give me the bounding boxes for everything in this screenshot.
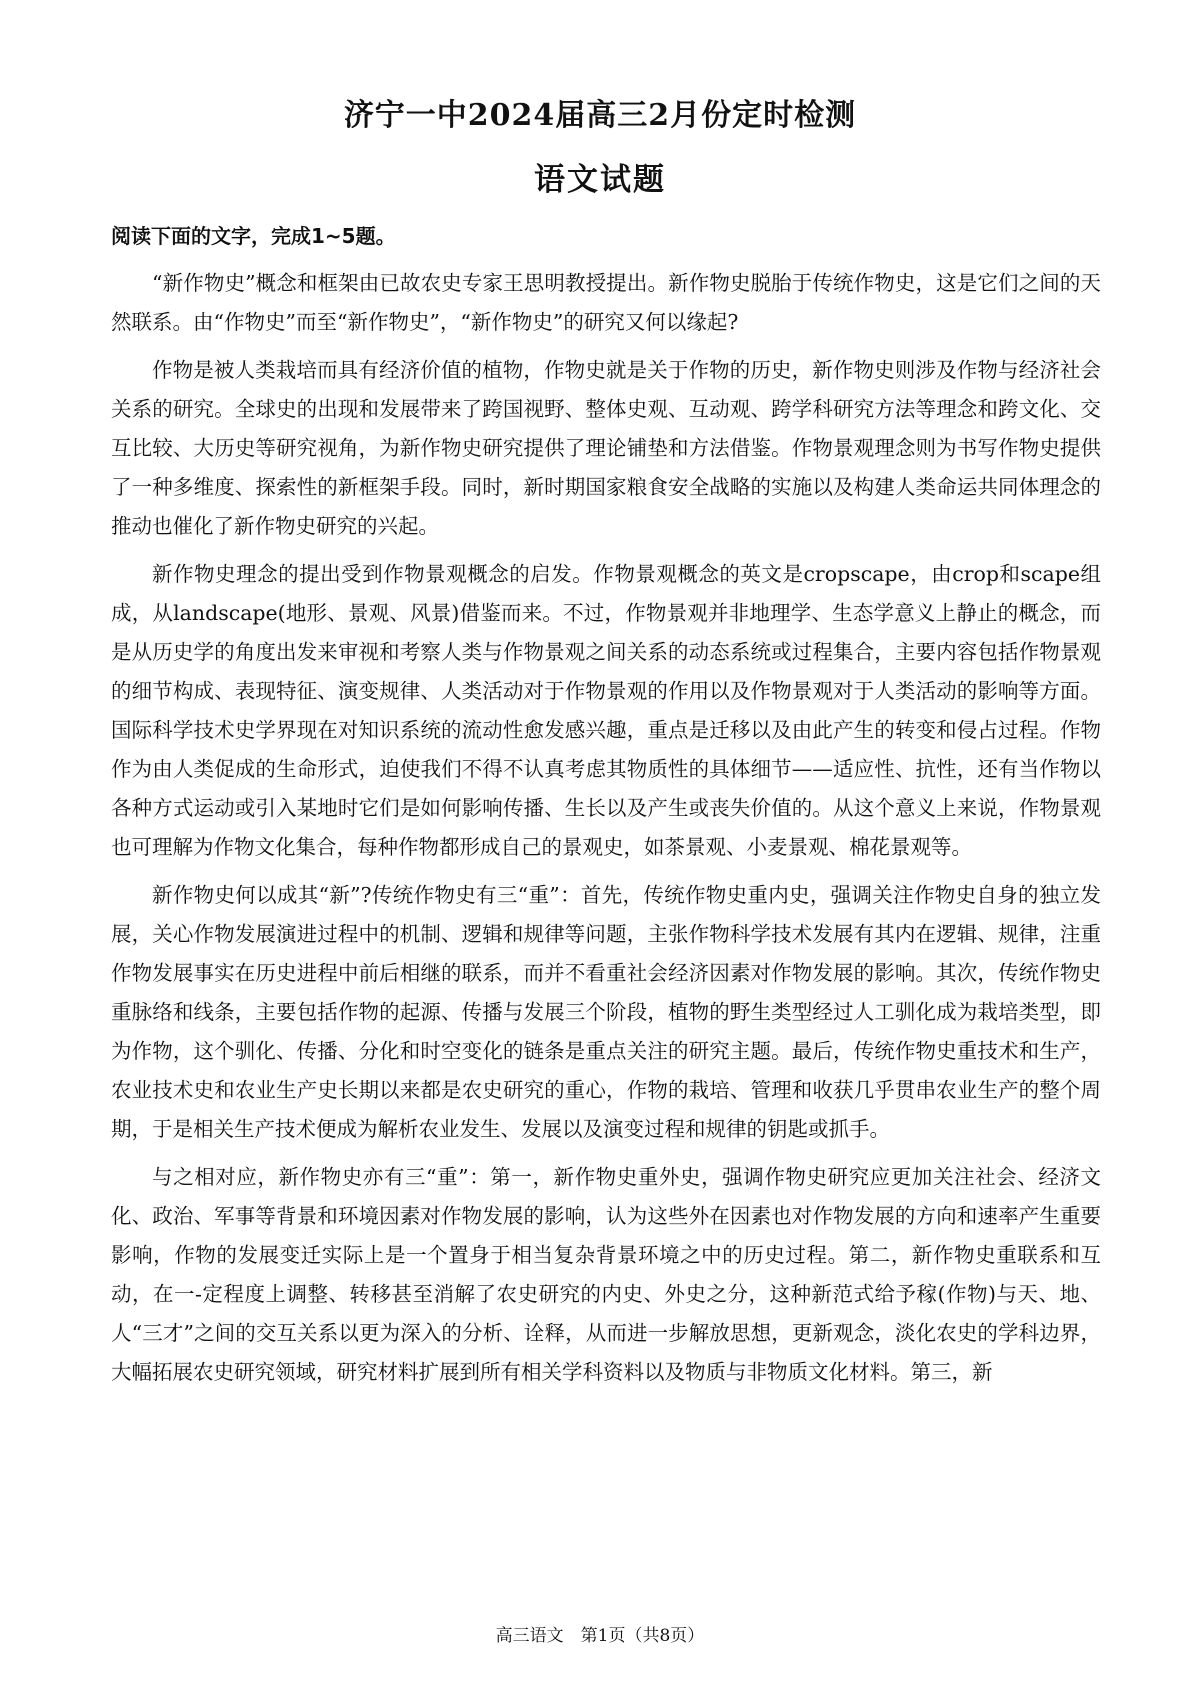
passage-paragraph-2: 作物是被人类栽培而具有经济价值的植物，作物史就是关于作物的历史，新作物史则涉及作物与经济社会关系的研究。全球史的出现和发展带来了跨国视野、整体史观、互动观、跨学科研究方法等理念和跨文化、交互比较、大历史等研究视角，为新作物史研究提供了理论铺垫和方法借鉴。作物景观理念则为书写作物史提供了一种多维度、探索性的新框架手段。同时，新时期国家粮食安全战略的实施以及构建人类命运共同体理念的推动也催化了新作物史研究的兴起。 bbox=[111, 358, 1101, 538]
reading-instruction: 阅读下面的文字，完成1~5题。 bbox=[111, 224, 396, 248]
reading-passage bbox=[111, 264, 1101, 1401]
passage-paragraph-5: 与之相对应，新作物史亦有三“重”：第一，新作物史重外史，强调作物史研究应更加关注社会、经济文化、政治、军事等背景和环境因素对作物发展的影响，认为这些外在因素也对作物发展的方向和速率产生重要影响，作物的发展变迁实际上是一个置身于相当复杂背景环境之中的历史过程。第二，新作物史重联系和互动，在一-定程度上调整、转移甚至消解了农史研究的内史、外史之分，这种新范式给予稼(作物)与天、地、人“三才”之间的交互关系以更为深入的分析、诠释，从而进一步解放思想，更新观念，淡化农史的学科边界，大幅拓展农史研究领域，研究材料扩展到所有相关学科资料以及物质与非物质文化材料。第三，新 bbox=[111, 1165, 1101, 1384]
exam-title: 济宁一中2024届高三2月份定时检测 bbox=[343, 98, 857, 133]
exam-subject: 语文试题 bbox=[534, 162, 666, 198]
passage-paragraph-4: 新作物史何以成其“新”?传统作物史有三“重”：首先，传统作物史重内史，强调关注作物史自身的独立发展，关心作物发展演进过程中的机制、逻辑和规律等问题，主张作物科学技术发展有其内在逻辑、规律，注重作物发展事实在历史进程中前后相继的联系，而并不看重社会经济因素对作物发展的影响。其次，传统作物史重脉络和线条，主要包括作物的起源、传播与发展三个阶段，植物的野生类型经过人工驯化成为栽培类型，即为作物，这个驯化、传播、分化和时空变化的链条是重点关注的研究主题。最后，传统作物史重技术和生产，农业技术史和农业生产史长期以来都是农史研究的重心，作物的栽培、管理和收获几乎贯串农业生产的整个周期，于是相关生产技术便成为解析农业发生、发展以及演变过程和规律的钥匙或抓手。 bbox=[111, 883, 1101, 1141]
passage-paragraph-1: “新作物史”概念和框架由已故农史专家王思明教授提出。新作物史脱胎于传统作物史，这是它们之间的天然联系。由“作物史”而至“新作物史”，“新作物史”的研究又何以缘起? bbox=[111, 271, 1101, 334]
page-footer: 高三语文 第1页（共8页） bbox=[495, 1626, 705, 1646]
passage-paragraph-3: 新作物史理念的提出受到作物景观概念的启发。作物景观概念的英文是cropscape，由crop和scape组成，从landscape(地形、景观、风景)借鉴而来。不过，作物景观并非地理学、生态学意义上静止的概念，而是从历史学的角度出发来审视和考察人类与作物景观之间关系的动态系统或过程集合，主要内容包括作物景观的细节构成、表现特征、演变规律、人类活动对于作物景观的作用以及作物景观对于人类活动的影响等方面。国际科学技术史学界现在对知识系统的流动性愈发感兴趣，重点是迁移以及由此产生的转变和侵占过程。作物作为由人类促成的生命形式，迫使我们不得不认真考虑其物质性的具体细节——适应性、抗性，还有当作物以各种方式运动或引入某地时它们是如何影响传播、生长以及产生或丧失价值的。从这个意义上来说，作物景观也可理解为作物文化集合，每种作物都形成自己的景观史，如茶景观、小麦景观、棉花景观等。 bbox=[111, 562, 1101, 859]
